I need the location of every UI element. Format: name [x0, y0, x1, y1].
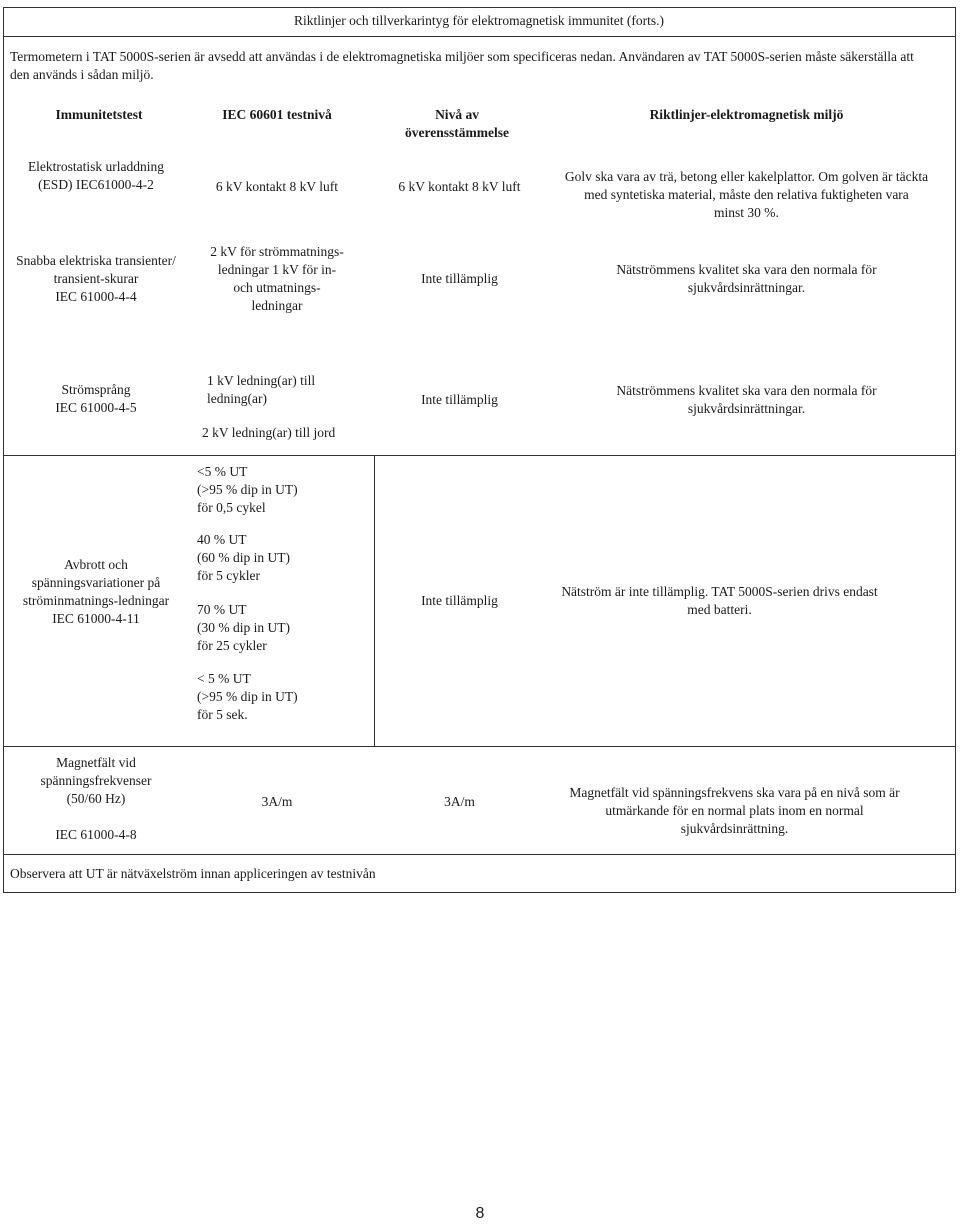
header-compliance: Nivå av överensstämmelse — [405, 107, 509, 140]
table-footnote: Observera att UT är nätväxelström innan appliceringen av testnivån — [10, 866, 376, 881]
row-dips-level-1: <5 % UT (>95 % dip in UT) för 0,5 cykel — [197, 464, 298, 515]
row-magnetic-level: 3A/m — [261, 794, 293, 809]
row-surge-level-ground: 2 kV ledning(ar) till jord — [202, 425, 336, 440]
row-surge-compliance: Inte tillämplig — [421, 392, 498, 407]
row-dips-guidance: Nätström är inte tillämplig. TAT 5000S-serien drivs endast med batteri. — [561, 584, 878, 617]
table-title: Riktlinjer och tillverkarintyg för elektromagnetisk immunitet (forts.) — [293, 13, 665, 28]
row-dips-compliance: Inte tillämplig — [421, 593, 498, 608]
row-dips-test: Avbrott och spänningsvariationer på ströminmatnings-ledningar IEC 61000-4-11 — [22, 557, 170, 626]
row-magnetic-test-standard: IEC 61000-4-8 — [55, 827, 137, 842]
row-surge-test: Strömsprång IEC 61000-4-5 — [55, 382, 137, 415]
row-esd-test: Elektrostatisk urladdning (ESD) IEC61000-4-2 — [27, 159, 165, 192]
immunity-table — [3, 7, 956, 893]
header-test: Immunitetstest — [55, 107, 143, 122]
row-eft-level: 2 kV för strömmatnings- ledningar 1 kV för in- och utmatnings- ledningar — [210, 244, 344, 313]
row-divider — [4, 854, 955, 855]
row-eft-guidance: Nätströmmens kvalitet ska vara den normala för sjukvårdsinrättningar. — [616, 262, 877, 295]
row-divider — [4, 746, 955, 747]
header-guidance: Riktlinjer-elektromagnetisk miljö — [649, 107, 844, 122]
header-level: IEC 60601 testnivå — [222, 107, 332, 122]
row-divider — [4, 455, 955, 456]
row-esd-guidance: Golv ska vara av trä, betong eller kakelplattor. Om golven är täckta med syntetiska material, måste den relativa fuktigheten vara minst 30 %. — [564, 169, 929, 220]
row-esd-level: 6 kV kontakt 8 kV luft — [215, 179, 339, 194]
row-eft-compliance: Inte tillämplig — [421, 271, 498, 286]
page-number: 8 — [475, 1205, 485, 1222]
row-magnetic-test: Magnetfält vid spänningsfrekvenser (50/60 Hz) — [40, 755, 152, 806]
row-dips-level-3: 70 % UT (30 % dip in UT) för 25 cykler — [197, 602, 290, 653]
row-magnetic-guidance: Magnetfält vid spänningsfrekvens ska vara på en nivå som är utmärkande för en normal plats inom en normal sjukvårdsinrättning. — [569, 785, 900, 836]
row-surge-guidance: Nätströmmens kvalitet ska vara den normala för sjukvårdsinrättningar. — [616, 383, 877, 416]
row-dips-level-2: 40 % UT (60 % dip in UT) för 5 cykler — [197, 532, 290, 583]
row-eft-test: Snabba elektriska transienter/ transient-skurar IEC 61000-4-4 — [16, 253, 176, 304]
row-esd-compliance: 6 kV kontakt 8 kV luft — [398, 179, 521, 194]
row-dips-level-4: < 5 % UT (>95 % dip in UT) för 5 sek. — [197, 671, 298, 722]
intro-text: Termometern i TAT 5000S-serien är avsedd att användas i de elektromagnetiska miljöer som specificeras nedan. Användaren av TAT 5000S-serien måste säkerställa att den används i sådan miljö. — [10, 49, 914, 82]
row-magnetic-compliance: 3A/m — [444, 794, 475, 809]
row-divider — [4, 36, 955, 37]
row-surge-level: 1 kV ledning(ar) till ledning(ar) — [207, 373, 316, 406]
